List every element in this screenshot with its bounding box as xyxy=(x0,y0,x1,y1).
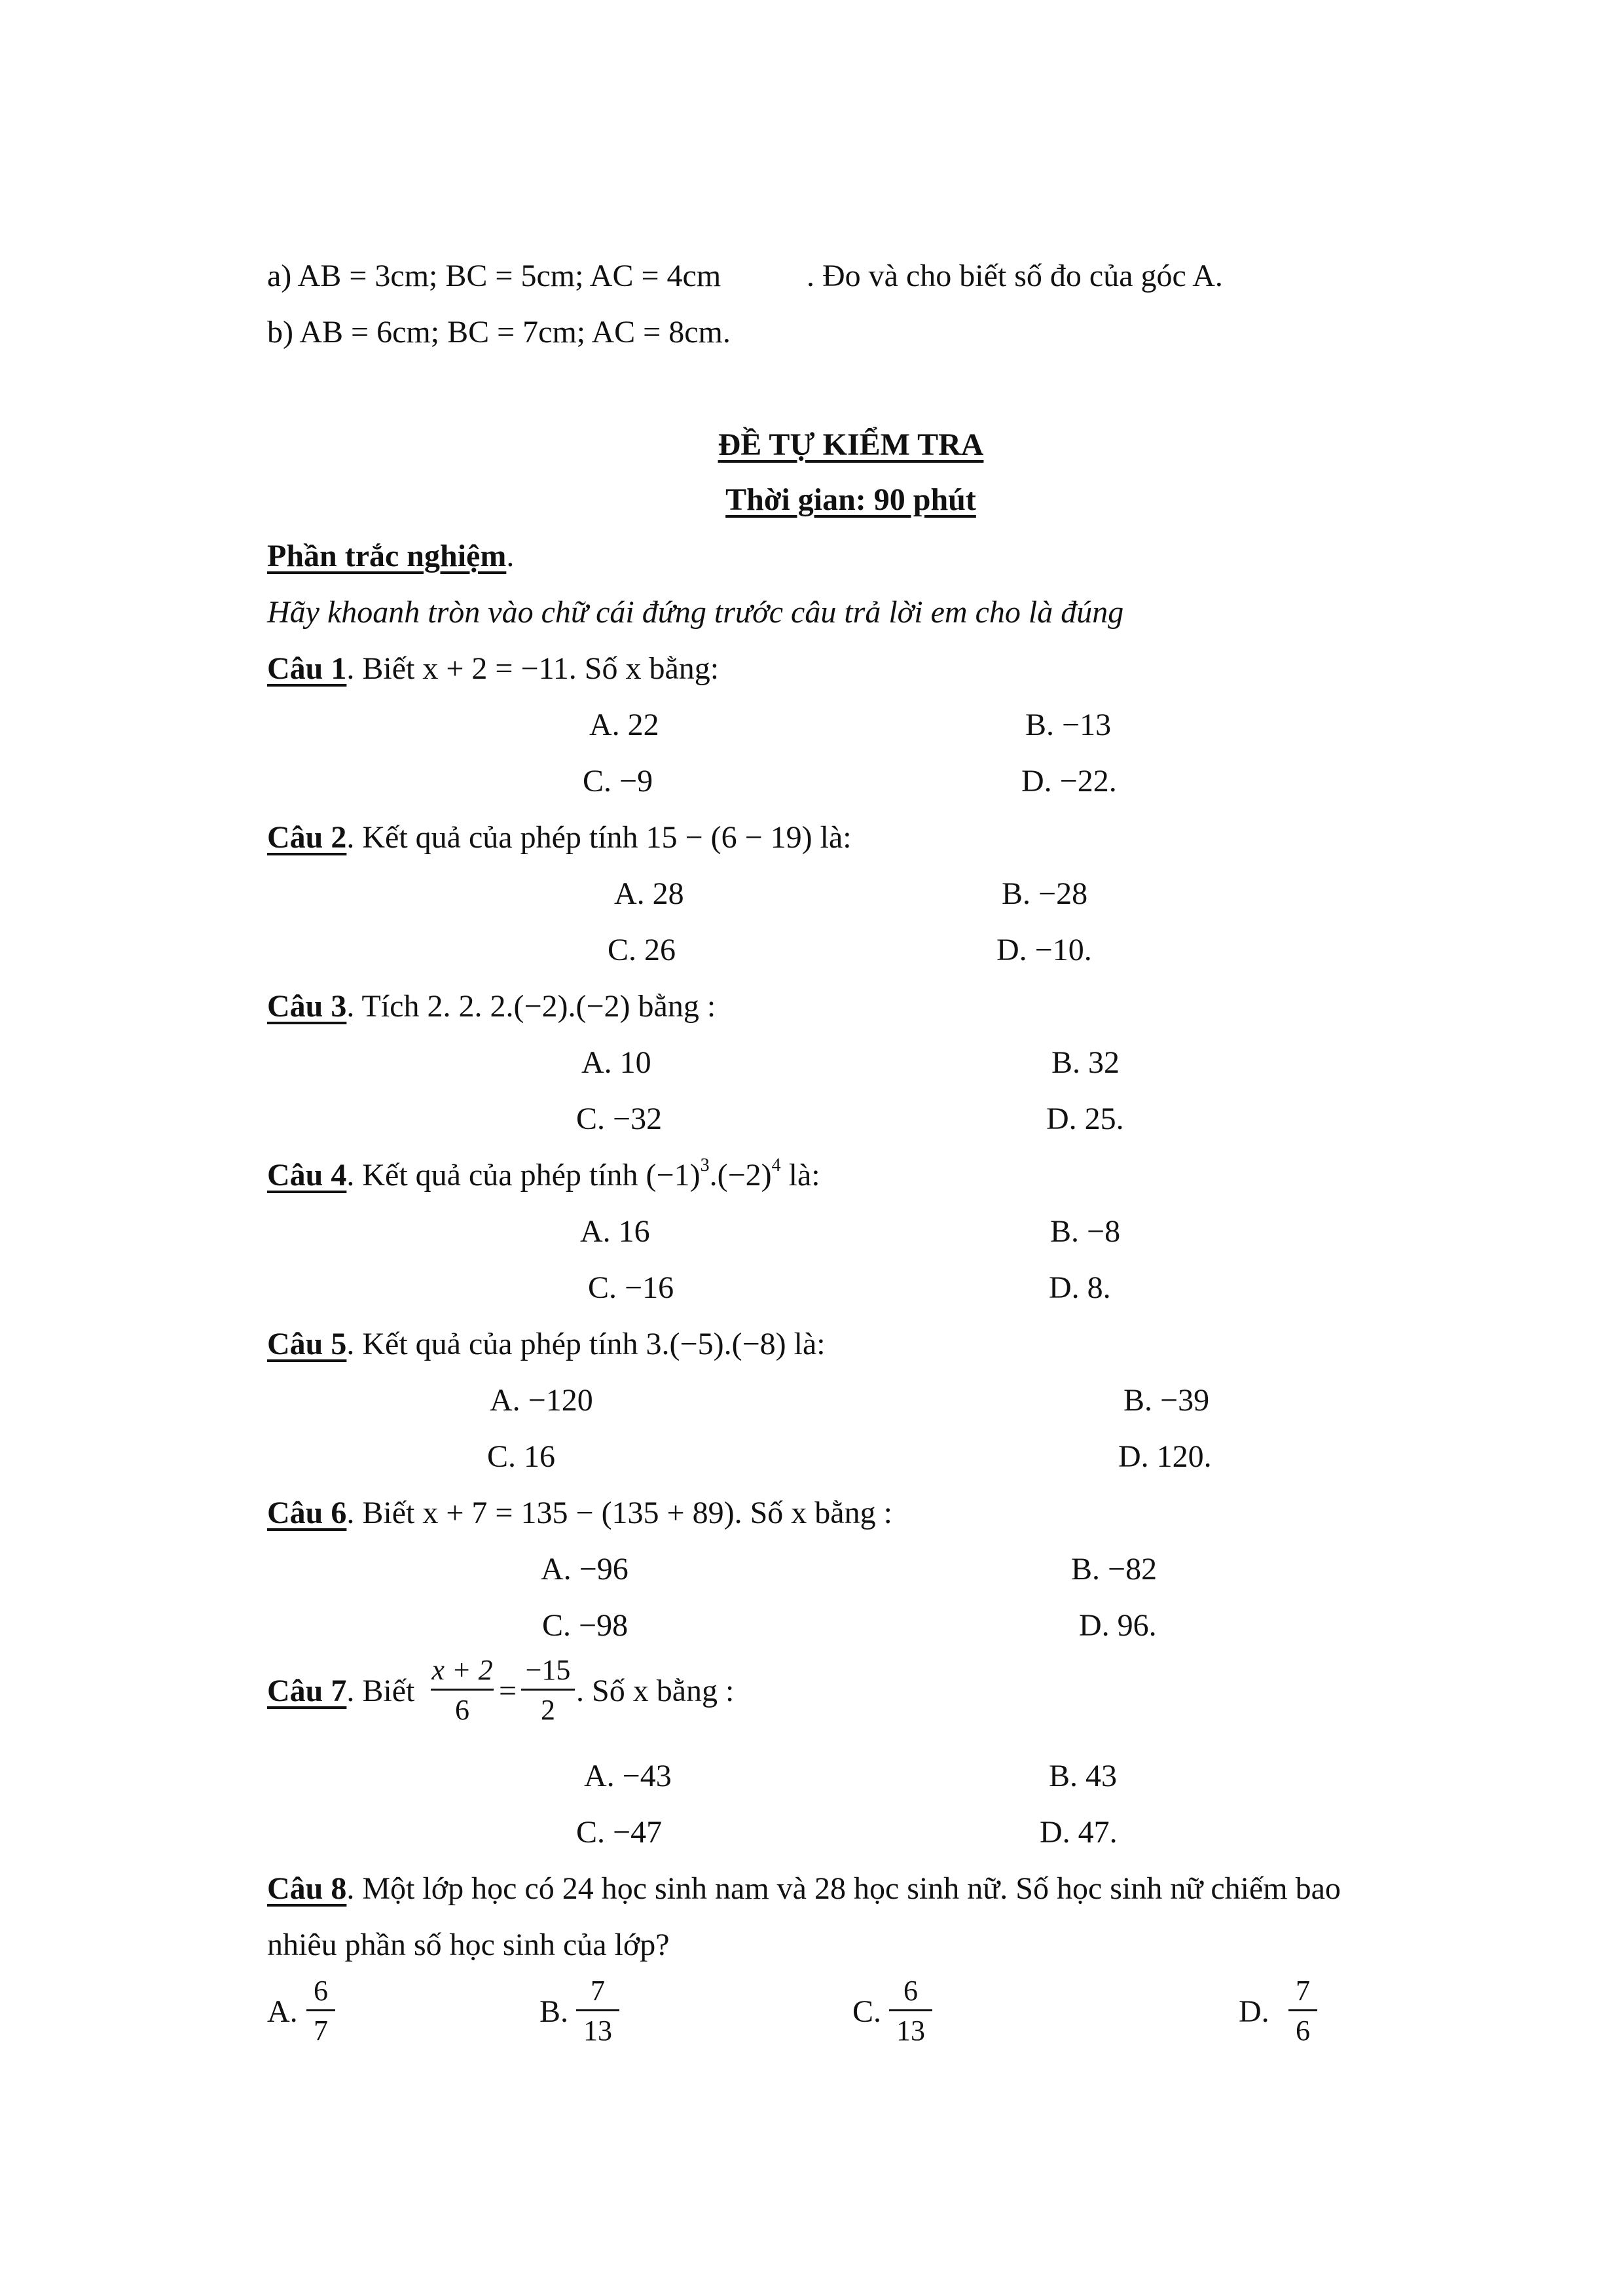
q3-option-c[interactable]: C. −32 xyxy=(576,1102,663,1136)
fraction-numerator: x + 2 xyxy=(431,1654,493,1686)
fraction-denominator: 13 xyxy=(583,2015,612,2047)
question-1 xyxy=(267,653,719,685)
q4-option-c[interactable]: C. −16 xyxy=(588,1270,674,1305)
q4-option-a[interactable]: A. 16 xyxy=(580,1214,650,1249)
q5-option-b[interactable]: B. −39 xyxy=(1123,1383,1210,1418)
question-text-post: là: xyxy=(780,1158,820,1193)
equals-sign: = xyxy=(499,1674,517,1708)
fraction-denominator: 2 xyxy=(541,1694,555,1726)
q4-option-b[interactable]: B. −8 xyxy=(1050,1214,1121,1249)
question-text: . Tích 2. 2. 2.(−2).(−2) bằng : xyxy=(346,989,716,1024)
question-7 xyxy=(267,1676,414,1707)
q1-option-a[interactable]: A. 22 xyxy=(589,708,659,742)
fraction-denominator: 13 xyxy=(896,2015,925,2047)
question-label: Câu 8 xyxy=(267,1871,347,1906)
question-text: . Biết x + 7 = 135 − (135 + 89). Số x bằng : xyxy=(346,1496,892,1530)
fraction-denominator: 6 xyxy=(455,1694,469,1726)
question-text-pre: . Biết xyxy=(346,1674,415,1708)
question-4 xyxy=(267,1155,820,1193)
fraction-bar xyxy=(306,2009,335,2011)
question-8 xyxy=(267,1873,1341,1905)
prev-item-a: a) AB = 3cm; BC = 5cm; AC = 4cm xyxy=(267,259,721,293)
q8-option-d-fraction[interactable] xyxy=(1288,1977,1317,2045)
q6-option-d[interactable]: D. 96. xyxy=(1079,1608,1157,1643)
q2-option-b[interactable]: B. −28 xyxy=(1002,876,1088,911)
q8-option-c-letter[interactable]: C. xyxy=(852,1994,882,2029)
section-title-dot: . xyxy=(506,539,515,573)
fraction-numerator: −15 xyxy=(525,1654,571,1686)
fraction-numerator: 7 xyxy=(1296,1975,1310,2007)
fraction-minus-15-over-2 xyxy=(521,1656,575,1725)
question-label: Câu 6 xyxy=(267,1496,347,1530)
q7-option-a[interactable]: A. −43 xyxy=(584,1759,672,1793)
fraction-denominator: 6 xyxy=(1296,2015,1310,2047)
exponent-1: 3 xyxy=(700,1155,710,1175)
q2-option-a[interactable]: A. 28 xyxy=(614,876,684,911)
exam-time: Thời gian: 90 phút xyxy=(725,482,976,517)
section-title-text: Phần trắc nghiệm xyxy=(267,539,507,573)
question-label: Câu 4 xyxy=(267,1158,347,1193)
question-2 xyxy=(267,822,852,853)
q3-option-a[interactable]: A. 10 xyxy=(581,1045,651,1080)
q1-option-d[interactable]: D. −22. xyxy=(1021,764,1117,798)
question-text: . Kết quả của phép tính 3.(−5).(−8) là: xyxy=(346,1327,826,1361)
page-title: ĐỀ TỰ KIỂM TRA xyxy=(718,427,984,462)
question-text-post: . Số x bằng : xyxy=(576,1674,735,1708)
fraction-numerator: 6 xyxy=(903,1975,918,2007)
question-label: Câu 2 xyxy=(267,820,347,855)
exponent-2: 4 xyxy=(771,1155,781,1175)
fraction-numerator: 6 xyxy=(314,1975,328,2007)
q8-option-b-fraction[interactable] xyxy=(576,1977,619,2045)
q2-option-d[interactable]: D. −10. xyxy=(996,933,1092,967)
fraction-bar xyxy=(1288,2009,1317,2011)
question-5 xyxy=(267,1329,826,1360)
fraction-x-plus-2-over-6 xyxy=(431,1656,494,1725)
q3-option-b[interactable]: B. 32 xyxy=(1051,1045,1120,1080)
question-label: Câu 7 xyxy=(267,1674,347,1708)
fraction-bar xyxy=(889,2009,932,2011)
q3-option-d[interactable]: D. 25. xyxy=(1046,1102,1124,1136)
q8-option-b-letter[interactable]: B. xyxy=(539,1994,569,2029)
instruction: Hãy khoanh tròn vào chữ cái đứng trước câu trả lời em cho là đúng xyxy=(267,595,1124,630)
question-8-line-2: nhiêu phần số học sinh của lớp? xyxy=(267,1928,670,1962)
q8-option-a-fraction[interactable] xyxy=(306,1977,335,2045)
q1-option-c[interactable]: C. −9 xyxy=(583,764,653,798)
prev-item-b: b) AB = 6cm; BC = 7cm; AC = 8cm. xyxy=(267,315,731,350)
q7-option-b[interactable]: B. 43 xyxy=(1049,1759,1118,1793)
fraction-bar xyxy=(576,2009,619,2011)
q1-option-b[interactable]: B. −13 xyxy=(1025,708,1112,742)
question-text-mid: .(−2) xyxy=(709,1158,772,1193)
q8-option-a-letter[interactable]: A. xyxy=(267,1994,298,2029)
q6-option-b[interactable]: B. −82 xyxy=(1071,1552,1158,1587)
q8-option-d-letter[interactable]: D. xyxy=(1239,1994,1269,2029)
q7-option-d[interactable]: D. 47. xyxy=(1040,1815,1118,1850)
fraction-bar xyxy=(521,1689,575,1691)
question-label: Câu 5 xyxy=(267,1327,347,1361)
section-title xyxy=(267,541,514,572)
q4-option-d[interactable]: D. 8. xyxy=(1049,1270,1111,1305)
question-label: Câu 3 xyxy=(267,989,347,1024)
fraction-denominator: 7 xyxy=(314,2015,328,2047)
question-6 xyxy=(267,1498,892,1529)
q8-option-c-fraction[interactable] xyxy=(889,1977,932,2045)
q6-option-c[interactable]: C. −98 xyxy=(542,1608,629,1643)
q5-option-a[interactable]: A. −120 xyxy=(490,1383,593,1418)
question-text-pre: . Kết quả của phép tính (−1) xyxy=(346,1158,701,1193)
fraction-bar xyxy=(431,1689,494,1691)
question-label: Câu 1 xyxy=(267,651,347,686)
question-text: . Kết quả của phép tính 15 − (6 − 19) là: xyxy=(346,820,852,855)
q6-option-a[interactable]: A. −96 xyxy=(541,1552,629,1587)
q5-option-c[interactable]: C. 16 xyxy=(487,1439,556,1474)
q7-option-c[interactable]: C. −47 xyxy=(576,1815,663,1850)
question-text: . Biết x + 2 = −11. Số x bằng: xyxy=(346,651,720,686)
question-3 xyxy=(267,991,716,1022)
q2-option-c[interactable]: C. 26 xyxy=(608,933,676,967)
q5-option-d[interactable]: D. 120. xyxy=(1118,1439,1212,1474)
fraction-numerator: 7 xyxy=(591,1975,605,2007)
question-text: . Một lớp học có 24 học sinh nam và 28 học sinh nữ. Số học sinh nữ chiếm bao xyxy=(346,1871,1341,1906)
prev-item-a-tail: . Đo và cho biết số đo của góc A. xyxy=(807,259,1223,293)
